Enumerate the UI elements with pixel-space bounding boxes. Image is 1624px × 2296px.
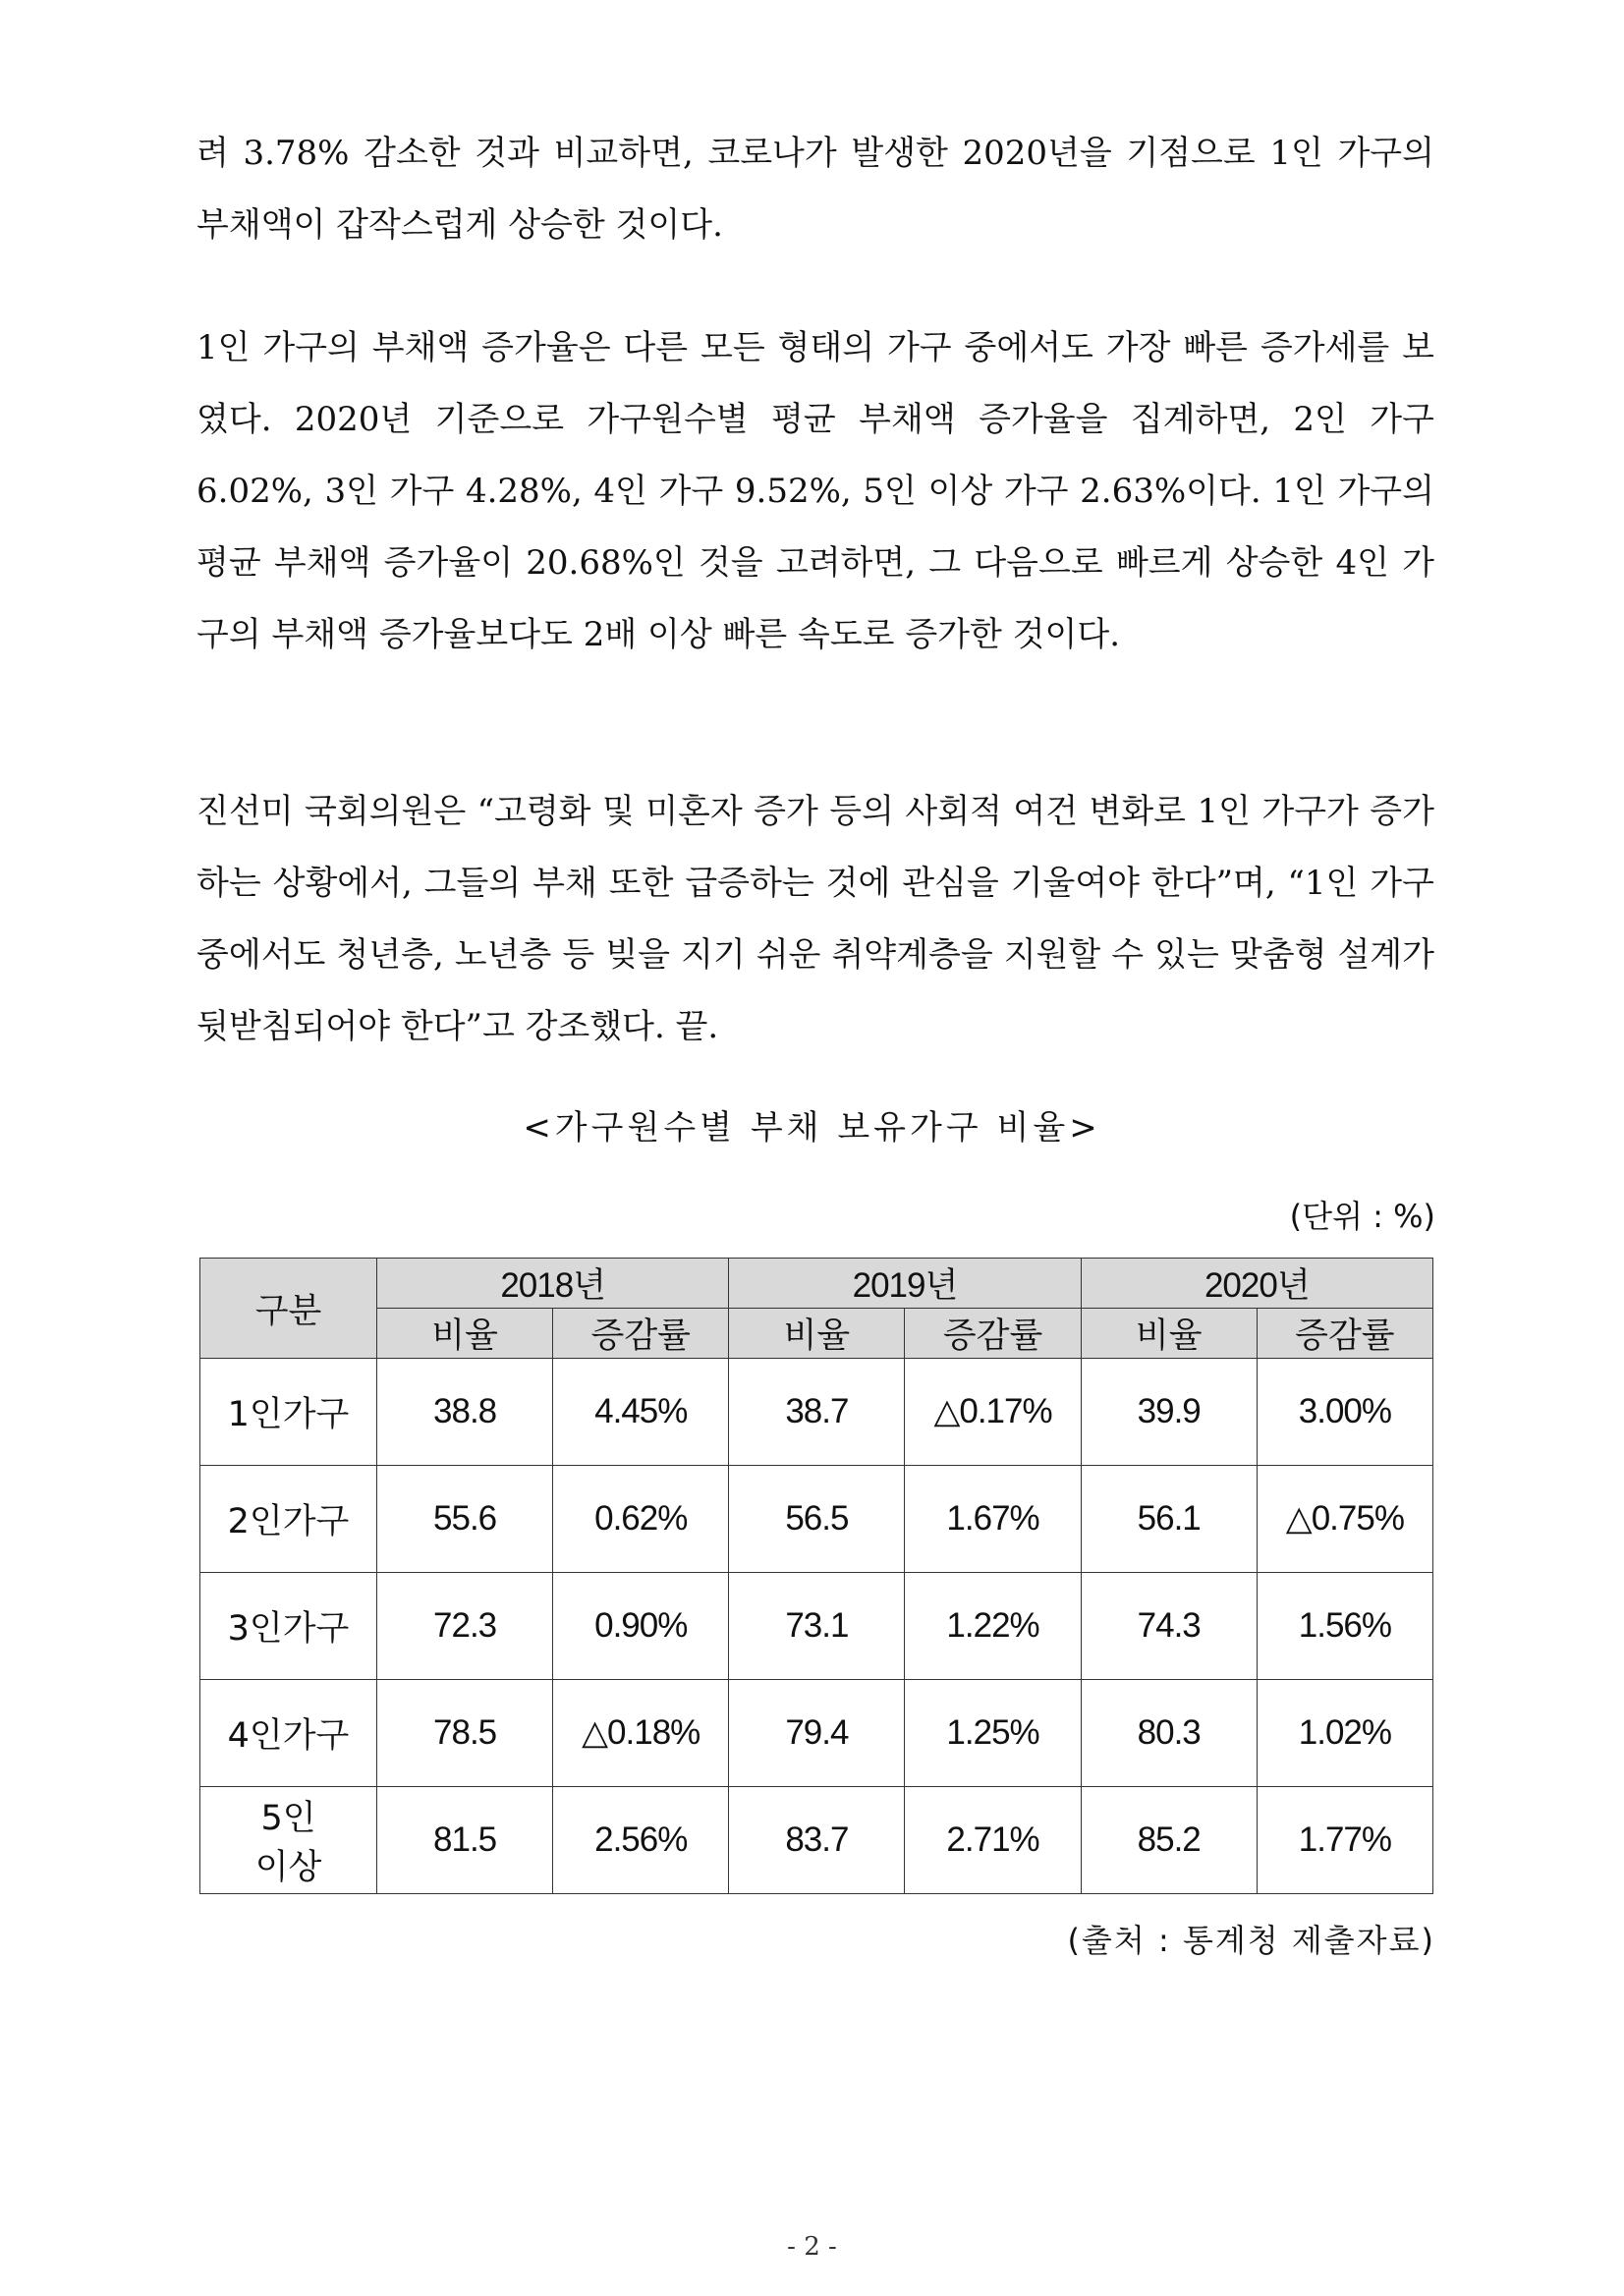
table-row [200,1359,1433,1466]
header-change: 증감률 [905,1309,1081,1359]
cell-value: 79.4 [729,1680,905,1787]
cell-value: △0.75% [1257,1466,1432,1573]
cell-value: 1.02% [1257,1680,1432,1787]
cell-value: 80.3 [1081,1680,1257,1787]
cell-value: 55.6 [377,1466,553,1573]
table-row [200,1680,1433,1787]
cell-value: 1.56% [1257,1573,1432,1680]
cell-value: △0.18% [553,1680,729,1787]
row-label: 4인가구 [200,1680,377,1787]
cell-value: 39.9 [1081,1359,1257,1466]
page-number: - 2 - [787,2232,837,2262]
paragraph-2: 1인 가구의 부채액 증가율은 다른 모든 형태의 가구 중에서도 가장 빠른 증가세를 보였다. 2020년 기준으로 가구원수별 평균 부채액 증가율을 집계하면, 2인 가구 6.02%, 3인 가구 4.28%, 4인 가구 9.52%, 5인 이상 가구 2.63%이다. 1인 가구의 평균 부채액 증가율이 20.68%인 것을 고려하면, 그 다음으로 빠르게 상승한 4인 가구의 부채액 증가율보다도 2배 이상 빠른 속도로 증가한 것이다. [196,328,1434,654]
cell-value: 0.62% [553,1466,729,1573]
cell-value: 2.56% [553,1787,729,1894]
cell-value: 73.1 [729,1573,905,1680]
header-ratio: 비율 [1081,1309,1257,1359]
cell-value: 56.1 [1081,1466,1257,1573]
header-year-2020: 2020년 [1081,1259,1432,1309]
table-row [200,1466,1433,1573]
cell-value: 38.8 [377,1359,553,1466]
cell-value: 74.3 [1081,1573,1257,1680]
paragraph-1: 려 3.78% 감소한 것과 비교하면, 코로나가 발생한 2020년을 기점으로 1인 가구의 부채액이 갑작스럽게 상승한 것이다. [196,134,1434,245]
table-title: <가구원수별 부채 보유가구 비율> [523,1108,1101,1148]
cell-value: 3.00% [1257,1359,1432,1466]
cell-value: 83.7 [729,1787,905,1894]
cell-value: 72.3 [377,1573,553,1680]
header-ratio: 비율 [377,1309,553,1359]
cell-value: 1.77% [1257,1787,1432,1894]
header-category: 구분 [200,1259,377,1359]
header-year-2019: 2019년 [729,1259,1081,1309]
cell-value: 1.22% [905,1573,1081,1680]
row-label: 3인가구 [200,1573,377,1680]
cell-value: 85.2 [1081,1787,1257,1894]
cell-value: 4.45% [553,1359,729,1466]
cell-value: 1.67% [905,1466,1081,1573]
cell-value: △0.17% [905,1359,1081,1466]
row-label-line-1: 5인 [260,1799,316,1838]
table-unit: (단위 : %) [1289,1198,1435,1235]
table-header-row-metrics [200,1309,1433,1359]
cell-value: 56.5 [729,1466,905,1573]
cell-value: 1.25% [905,1680,1081,1787]
cell-value: 0.90% [553,1573,729,1680]
cell-value: 81.5 [377,1787,553,1894]
row-label: 2인가구 [200,1466,377,1573]
header-change: 증감률 [1257,1309,1432,1359]
table-row [200,1787,1433,1894]
table-source: (출처 : 통계청 제출자료) [1067,1922,1435,1959]
cell-value: 78.5 [377,1680,553,1787]
row-label: 1인가구 [200,1359,377,1466]
cell-value: 38.7 [729,1359,905,1466]
header-ratio: 비율 [729,1309,905,1359]
header-year-2018: 2018년 [377,1259,729,1309]
paragraph-3: 진선미 국회의원은 “고령화 및 미혼자 증가 등의 사회적 여건 변화로 1인 가구가 증가하는 상황에서, 그들의 부채 또한 급증하는 것에 관심을 기울여야 한다”며, “1인 가구 중에서도 청년층, 노년층 등 빚을 지기 쉬운 취약계층을 지원할 수 있는 맞춤형 설계가 뒷받침되어야 한다”고 강조했다. 끝. [196,792,1434,1046]
header-change: 증감률 [553,1309,729,1359]
debt-ratio-table [199,1258,1433,1894]
row-label [200,1787,377,1894]
cell-value: 2.71% [905,1787,1081,1894]
row-label-line-2: 이상 [254,1848,322,1887]
table-header-row-years [200,1259,1433,1309]
table-row [200,1573,1433,1680]
